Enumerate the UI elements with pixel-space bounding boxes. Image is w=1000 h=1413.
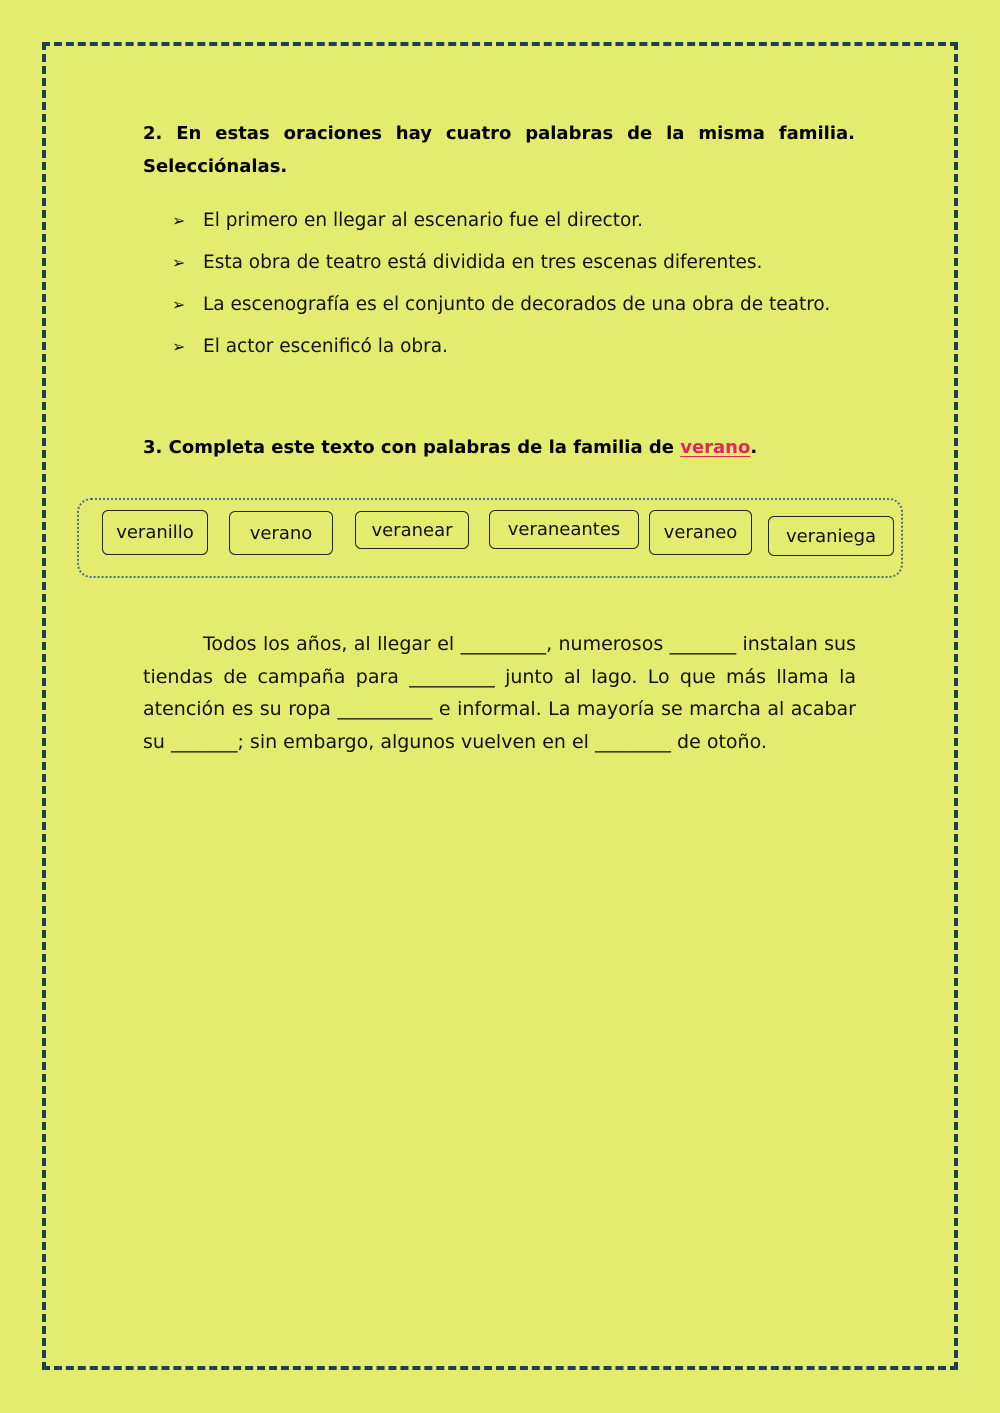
highlight-word: verano	[680, 437, 751, 458]
question-3-title	[143, 431, 757, 464]
question-3-title-suffix: .	[750, 437, 758, 458]
arrow-bullet-icon: ➢	[172, 210, 186, 230]
sentence-text[interactable]: La escenografía es el conjunto de decorados de una obra de teatro.	[203, 293, 831, 315]
sentence-list	[172, 199, 830, 367]
sentence-text[interactable]: Esta obra de teatro está dividida en tres escenas diferentes.	[203, 251, 763, 273]
fill-in-paragraph: Todos los años, al llegar el _________, numerosos _______ instalan sus tiendas de campaña para _________ junto al lago. Lo que más llama la atención es su ropa __________ e informal. La mayoría se marcha al acabar su _______; sin embargo, algunos vuelven en el ________ de otoño.	[143, 633, 856, 753]
word-chip[interactable]: veraneo	[649, 510, 752, 555]
sentence-text[interactable]: El actor escenificó la obra.	[203, 335, 448, 357]
sentence-item[interactable]	[172, 283, 830, 325]
word-chip[interactable]: veranillo	[102, 510, 208, 555]
sentence-item[interactable]	[172, 325, 830, 367]
word-chip[interactable]: veranear	[355, 511, 469, 549]
word-chip[interactable]: veraneantes	[489, 510, 639, 549]
arrow-bullet-icon: ➢	[172, 294, 186, 314]
sentence-item[interactable]	[172, 199, 830, 241]
word-chip[interactable]: veraniega	[768, 516, 894, 556]
sentence-text[interactable]: El primero en llegar al escenario fue el director.	[203, 209, 644, 231]
arrow-bullet-icon: ➢	[172, 252, 186, 272]
arrow-bullet-icon: ➢	[172, 336, 186, 356]
word-chip[interactable]: verano	[229, 511, 333, 555]
question-3-title-prefix: 3. Completa este texto con palabras de la familia de	[143, 437, 681, 458]
sentence-item[interactable]	[172, 241, 830, 283]
question-2-title: 2. En estas oraciones hay cuatro palabras de la misma familia. Selecciónalas.	[143, 123, 855, 177]
